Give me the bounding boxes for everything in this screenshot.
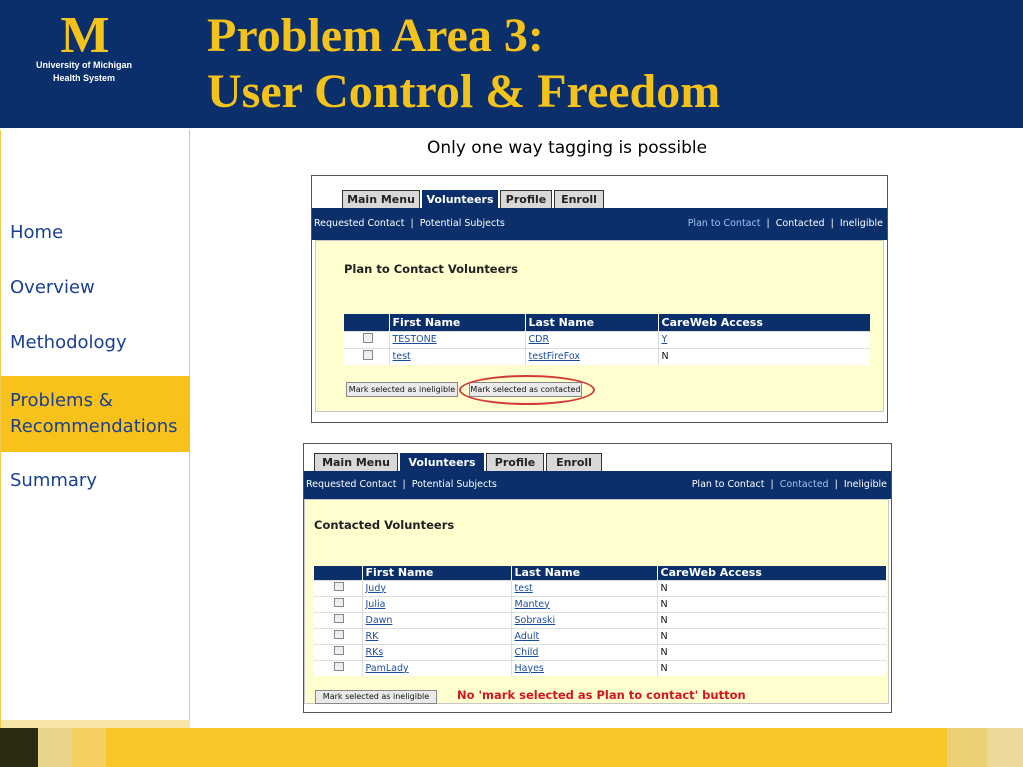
table-header-row: [314, 566, 886, 580]
table-header-row: [344, 314, 870, 331]
bottom-decorative-bar: [0, 728, 1023, 767]
row-select-cell: [314, 580, 362, 596]
header-careweb-access: CareWeb Access: [657, 566, 886, 580]
first-name-cell[interactable]: Julia: [362, 596, 511, 612]
subnav-ineligible[interactable]: Ineligible: [843, 479, 887, 490]
sub-navigation: [304, 471, 891, 499]
bottom-bar-block-light: [72, 728, 106, 767]
tab-bar: [314, 453, 604, 471]
subnav-left: Requested Contact | Potential Subjects: [306, 479, 497, 490]
subnav-ineligible[interactable]: Ineligible: [839, 218, 883, 229]
bottom-bar-block-tan: [38, 728, 72, 767]
row-select-cell: [344, 331, 389, 348]
bottom-bar-block-right-1: [947, 728, 987, 767]
header-select: [314, 566, 362, 580]
last-name-cell[interactable]: CDR: [525, 331, 658, 348]
last-name-cell[interactable]: test: [511, 580, 657, 596]
header-last-name: Last Name: [511, 566, 657, 580]
tab-volunteers[interactable]: Volunteers: [400, 453, 484, 471]
row-checkbox[interactable]: [334, 582, 344, 591]
row-checkbox[interactable]: [334, 598, 344, 607]
subnav-right: Plan to Contact | Contacted | Ineligible: [687, 218, 883, 229]
left-navigation: [0, 130, 190, 728]
first-name-cell[interactable]: Judy: [362, 580, 511, 596]
careweb-access-cell: N: [657, 660, 886, 676]
table-row: [344, 348, 870, 365]
section-title: Plan to Contact Volunteers: [344, 262, 518, 276]
row-checkbox[interactable]: [334, 614, 344, 623]
tab-main-menu[interactable]: Main Menu: [342, 190, 420, 208]
subnav-right: Plan to Contact | Contacted | Ineligible: [691, 479, 887, 490]
careweb-access-cell: N: [657, 628, 886, 644]
last-name-cell[interactable]: Adult: [511, 628, 657, 644]
subnav-plan-to-contact[interactable]: Plan to Contact: [687, 218, 761, 229]
header-first-name: First Name: [362, 566, 511, 580]
table-row: [344, 331, 870, 348]
first-name-cell[interactable]: RKs: [362, 644, 511, 660]
logo-line-1: University of Michigan: [35, 60, 133, 70]
slide-title-line-1: Problem Area 3:: [207, 9, 544, 62]
tab-enroll[interactable]: Enroll: [546, 453, 602, 471]
screenshot-contacted: [303, 443, 892, 713]
nav-item-problems-recommendations[interactable]: [1, 376, 190, 452]
mark-ineligible-button[interactable]: Mark selected as ineligible: [315, 690, 437, 704]
nav-item-overview[interactable]: Overview: [10, 277, 95, 298]
mark-ineligible-button[interactable]: Mark selected as ineligible: [346, 382, 458, 397]
block-m-logo-mark: M: [60, 7, 108, 64]
logo-line-2: Health System: [52, 73, 116, 83]
tab-bar: [342, 190, 606, 208]
row-select-cell: [314, 644, 362, 660]
subnav-requested-contact[interactable]: Requested Contact: [314, 218, 405, 229]
content-panel: [315, 240, 884, 412]
row-checkbox[interactable]: [334, 646, 344, 655]
mark-contacted-button[interactable]: Mark selected as contacted: [469, 382, 582, 397]
row-checkbox[interactable]: [334, 662, 344, 671]
tab-profile[interactable]: Profile: [500, 190, 552, 208]
row-select-cell: [314, 660, 362, 676]
row-checkbox[interactable]: [334, 630, 344, 639]
careweb-access-cell: N: [657, 580, 886, 596]
subnav-contacted[interactable]: Contacted: [779, 479, 829, 490]
volunteer-table: [314, 566, 886, 676]
table-row: [314, 596, 886, 612]
nav-item-summary[interactable]: Summary: [10, 470, 97, 491]
row-checkbox[interactable]: [363, 333, 373, 343]
row-select-cell: [314, 612, 362, 628]
subnav-potential-subjects[interactable]: Potential Subjects: [419, 218, 505, 229]
table-row: [314, 580, 886, 596]
first-name-cell[interactable]: Dawn: [362, 612, 511, 628]
volunteer-table: [344, 314, 870, 365]
row-select-cell: [344, 348, 389, 365]
row-checkbox[interactable]: [363, 350, 373, 360]
last-name-cell[interactable]: Child: [511, 644, 657, 660]
careweb-access-cell: N: [657, 596, 886, 612]
subnav-left: Requested Contact | Potential Subjects: [314, 218, 505, 229]
first-name-cell[interactable]: TESTONE: [389, 331, 525, 348]
header-first-name: First Name: [389, 314, 525, 331]
row-select-cell: [314, 596, 362, 612]
slide-title: [207, 8, 720, 120]
last-name-cell[interactable]: Sobraski: [511, 612, 657, 628]
careweb-access-cell: N: [657, 612, 886, 628]
subnav-potential-subjects[interactable]: Potential Subjects: [411, 479, 497, 490]
careweb-access-cell: N: [657, 644, 886, 660]
table-row: [314, 628, 886, 644]
nav-footer-strip: [1, 720, 190, 728]
row-select-cell: [314, 628, 362, 644]
bottom-bar-block-dark: [0, 728, 38, 767]
slide-title-line-2: User Control & Freedom: [207, 65, 721, 118]
table-row: [314, 660, 886, 676]
last-name-cell[interactable]: testFireFox: [525, 348, 658, 365]
first-name-cell[interactable]: PamLady: [362, 660, 511, 676]
table-row: [314, 644, 886, 660]
screenshot-plan-to-contact: [311, 175, 888, 423]
bottom-bar-block-right-2: [987, 728, 1023, 767]
first-name-cell[interactable]: RK: [362, 628, 511, 644]
last-name-cell[interactable]: Mantey: [511, 596, 657, 612]
university-logo: [14, 7, 154, 84]
subnav-requested-contact[interactable]: Requested Contact: [306, 479, 397, 490]
missing-button-note: No 'mark selected as Plan to contact' button: [457, 688, 746, 702]
subnav-plan-to-contact[interactable]: Plan to Contact: [691, 479, 765, 490]
table-row: [314, 612, 886, 628]
careweb-access-cell[interactable]: Y: [658, 331, 870, 348]
sub-navigation: [312, 208, 887, 240]
header-last-name: Last Name: [525, 314, 658, 331]
careweb-access-cell: N: [658, 348, 870, 365]
header-careweb-access: CareWeb Access: [658, 314, 870, 331]
nav-item-methodology[interactable]: Methodology: [10, 332, 127, 353]
slide-header: [0, 0, 1023, 130]
tab-enroll[interactable]: Enroll: [554, 190, 604, 208]
tab-profile[interactable]: Profile: [486, 453, 544, 471]
highlight-oval: [459, 375, 595, 405]
nav-item-home[interactable]: Home: [10, 222, 64, 243]
tab-volunteers[interactable]: Volunteers: [422, 190, 498, 208]
content-panel: [304, 499, 889, 704]
last-name-cell[interactable]: Hayes: [511, 660, 657, 676]
nav-item-problems-label: Problems & Recommendations: [10, 390, 178, 437]
subnav-contacted[interactable]: Contacted: [775, 218, 825, 229]
slide-caption: Only one way tagging is possible: [426, 138, 708, 158]
section-title: Contacted Volunteers: [314, 518, 455, 532]
tab-main-menu[interactable]: Main Menu: [314, 453, 398, 471]
first-name-cell[interactable]: test: [389, 348, 525, 365]
header-select: [344, 314, 389, 331]
